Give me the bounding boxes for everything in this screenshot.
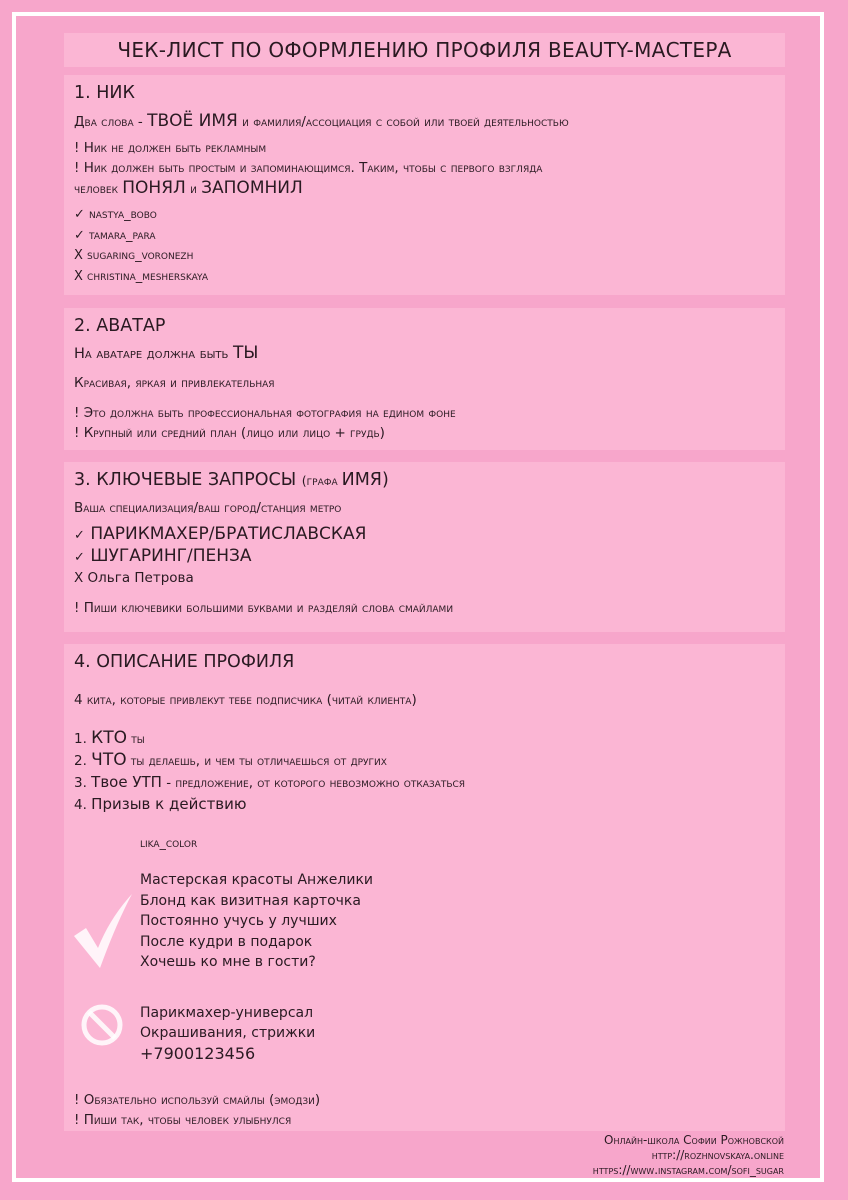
description-rule: ! Пиши так, чтобы человек улыбнулся [74, 1112, 292, 1128]
description-rule: ! Обязательно используй смайлы (эмодзи) [74, 1092, 321, 1108]
example-line: Постоянно учусь у лучших [140, 913, 337, 929]
example-line: +7900123456 [140, 1043, 256, 1063]
text: ты делаешь, и чем ты отличаешься от других [126, 753, 387, 769]
cross-icon: X [74, 248, 83, 263]
list-item [74, 205, 775, 226]
description-points [74, 728, 775, 816]
avatar-rule: ! Крупный или средний план (лицо или лицо + грудь) [74, 425, 385, 441]
nick-rule: ! Ник должен быть простым и запоминающимся. Таким, чтобы с первого взгляда [74, 160, 543, 176]
text: ПАРИКМАХЕР/БРАТИСЛАВСКАЯ [90, 524, 367, 544]
list-item [74, 267, 775, 288]
example-line: После кудри в подарок [140, 933, 313, 950]
good-example [140, 870, 775, 973]
text: sugaring_voronezh [87, 248, 194, 263]
list-item [74, 728, 775, 750]
nick-examples [74, 205, 775, 287]
cross-icon: X [74, 268, 83, 284]
text: ТВОЁ ИМЯ [147, 111, 238, 131]
text: Твое УТП [91, 773, 162, 791]
check-icon: ✓ [74, 207, 85, 222]
text: Два слова - [74, 114, 148, 130]
text: ) [381, 470, 389, 490]
text: ИМЯ [341, 470, 382, 490]
text: На аватаре должна быть [74, 346, 234, 362]
description-intro: 4 кита, которые привлекут тебе подписчика (читай клиента) [74, 692, 417, 708]
text: nastya_bobo [89, 207, 157, 222]
list-item [74, 794, 775, 816]
text: tamara_para [89, 227, 156, 243]
text: ШУГАРИНГ/ПЕНЗА [90, 546, 252, 566]
keywords-line: Ваша специализация/ваш город/станция метро [74, 500, 342, 516]
text: christina_mesherskaya [87, 268, 209, 284]
bad-example [140, 1003, 775, 1065]
example-nick: lika_color [140, 835, 198, 850]
example-line: Блонд как визитная карточка [140, 892, 361, 909]
check-icon: ✓ [74, 528, 85, 543]
list-item: X Ольга Петрова [74, 570, 194, 586]
example-line: Хочешь ко мне в гости? [140, 954, 316, 970]
section-heading: 2. АВАТАР [74, 316, 166, 336]
list-item [74, 772, 775, 794]
text: ЧТО [91, 750, 127, 770]
text: КТО [91, 728, 128, 748]
text: и [185, 181, 202, 197]
keywords-rule: ! Пиши ключевики большими буквами и разделяй слова смайлами [74, 600, 454, 616]
text: 3. КЛЮЧЕВЫЕ ЗАПРОСЫ [74, 470, 297, 490]
section-nick [64, 75, 785, 295]
footer-school: Онлайн-школа Софии Рожновской [604, 1133, 784, 1147]
list-item [74, 226, 775, 247]
ban-icon [80, 1003, 124, 1047]
section-heading: 1. НИК [74, 83, 135, 103]
section-keywords [64, 462, 785, 632]
section-description [64, 644, 785, 1131]
list-item [74, 546, 775, 568]
avatar-rule: ! Это должна быть профессиональная фотография на едином фоне [74, 405, 456, 421]
footer [593, 1133, 784, 1178]
section-heading: 4. ОПИСАНИЕ ПРОФИЛЯ [74, 652, 295, 672]
footer-instagram[interactable]: https://www.instagram.com/sofi_sugar [592, 1163, 784, 1177]
avatar-line [74, 344, 775, 363]
check-icon: ✓ [74, 550, 85, 565]
list-item [74, 524, 775, 546]
list-item [74, 750, 775, 772]
text: ТЫ [233, 343, 259, 363]
check-icon [70, 890, 136, 970]
text: Призыв к действию [91, 795, 247, 813]
check-icon: ✓ [74, 227, 85, 243]
nick-rule [74, 178, 775, 199]
text: (графа [301, 473, 342, 488]
text: и фамилия/ассоциация с собой или твоей деятельностью [237, 114, 569, 130]
text: ты [127, 731, 145, 747]
text: человек [74, 181, 123, 197]
section-avatar [64, 308, 785, 450]
text: 2. [74, 753, 92, 769]
avatar-line: Красивая, яркая и привлекательная [74, 375, 275, 391]
list-item [74, 246, 775, 267]
text: - предложение, от которого невозможно отказаться [161, 775, 466, 791]
footer-site[interactable]: http://rozhnovskaya.online [651, 1148, 784, 1162]
page-title: ЧЕК-ЛИСТ ПО ОФОРМЛЕНИЮ ПРОФИЛЯ BEAUTY-МАСТЕРА [64, 33, 785, 67]
example-line: Мастерская красоты Анжелики [140, 872, 374, 888]
example-line: Парикмахер-универсал [140, 1004, 314, 1021]
text: 3. [74, 775, 92, 791]
text: ПОНЯЛ [122, 178, 186, 198]
example-line: Окрашивания, стрижки [140, 1025, 316, 1041]
text: ЗАПОМНИЛ [201, 178, 303, 198]
section-heading [74, 470, 775, 490]
text: 1. [74, 731, 92, 747]
nick-intro [74, 111, 775, 132]
nick-rule: ! Ник не должен быть рекламным [74, 140, 267, 156]
text: 4. [74, 797, 92, 813]
